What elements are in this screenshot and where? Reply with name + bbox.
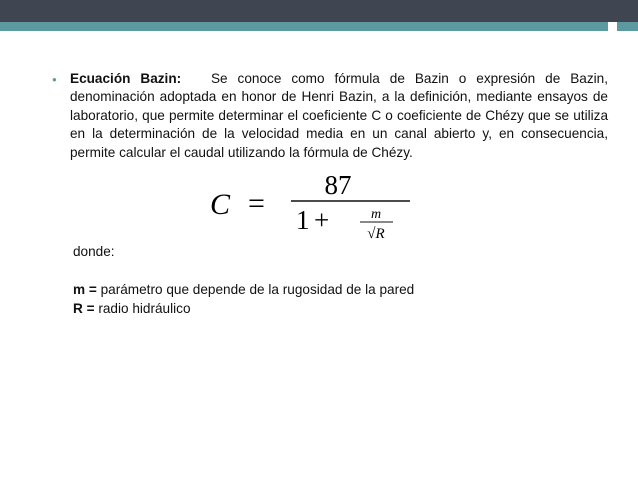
formula-lhs: C — [210, 188, 231, 221]
header-accent-bar — [0, 22, 638, 31]
formula-plus: + — [314, 205, 330, 235]
definition-r-symbol: R = — [73, 301, 95, 316]
formula-numerator: 87 — [324, 170, 352, 200]
definition-m-text: parámetro que depende de la rugosidad de la pared — [100, 282, 415, 297]
paragraph-text: Se conoce como fórmula de Bazin o expresión de Bazin, denominación adoptada en honor de Henri Bazin, a la definición, mediante ensayos de laboratorio, que permite determinar el coeficiente C o coeficiente de Chézy que se utiliza en la determinación de la velocidad media en un canal abierto y, en consecuencia, permite calcular el caudal utilizando la fórmula de Chézy. — [70, 71, 608, 160]
formula-equals: = — [248, 187, 265, 220]
definition-m — [73, 282, 414, 297]
formula-small-den: √R — [367, 226, 385, 240]
definition-r-text: radio hidráulico — [98, 301, 191, 316]
header-bar — [0, 0, 638, 22]
formula-small-num: m — [370, 207, 382, 222]
bazin-formula — [210, 170, 430, 240]
definition-m-symbol: m = — [73, 282, 97, 297]
donde-label: donde: — [73, 244, 115, 259]
bullet-icon: ● — [52, 75, 57, 84]
term-label: Ecuación Bazin: — [70, 71, 182, 86]
description-paragraph — [70, 70, 608, 162]
formula-denominator-const: 1 — [296, 205, 310, 235]
header-tab-notch — [608, 22, 617, 31]
definition-r — [73, 301, 191, 316]
